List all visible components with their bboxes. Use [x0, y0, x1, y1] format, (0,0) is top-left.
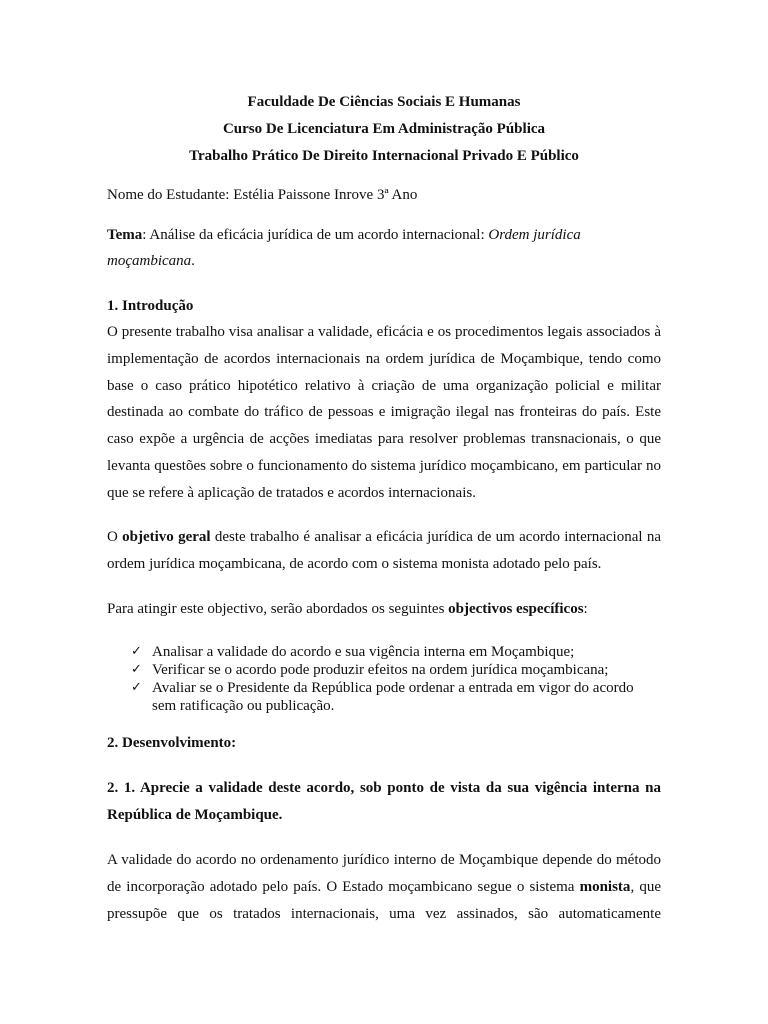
intro-line: levanta questões sobre o funcionamento do sistema jurídico moçambicano, em particular no — [107, 458, 661, 474]
specific-bold: objectivos específicos — [448, 601, 584, 617]
assignment-title: Trabalho Prático De Direito Internacional Privado E Público — [189, 148, 579, 164]
tema-line-2 — [107, 252, 195, 270]
monista-term: monista — [579, 879, 631, 895]
subsection-heading: 2. 1. Aprecie a validade deste acordo, sob ponto de vista da sua vigência interna na — [107, 780, 661, 796]
intro-line: O presente trabalho visa analisar a validade, eficácia e os procedimentos legais associados à — [107, 324, 661, 340]
paragraph-line — [107, 878, 661, 896]
checkmark-icon: ✓ — [131, 662, 142, 677]
bullet-item: Avaliar se o Presidente da República pode ordenar a entrada em vigor do acordo — [152, 680, 634, 696]
intro-line: base o caso prático hipotético relativo à criação de uma organização policial e militar — [107, 378, 661, 394]
paragraph-pre: de incorporação adotado pelo país. O Estado moçambicano segue o sistema — [107, 879, 580, 895]
tema-text: : Análise da eficácia jurídica de um acordo internacional: — [142, 227, 489, 243]
bullet-item: Analisar a validade do acordo e sua vigência interna em Moçambique; — [152, 644, 575, 660]
checkmark-icon: ✓ — [131, 680, 142, 695]
specific-post: : — [583, 601, 588, 617]
intro-line: destinada ao combate do tráfico de pessoas e imigração ilegal nas fronteiras do país. Este — [107, 404, 661, 420]
tema-italic-2: moçambicana — [107, 253, 192, 269]
objective-line-2: ordem jurídica moçambicana, de acordo com o sistema monista adotado pelo país. — [107, 556, 602, 572]
course-title: Curso De Licenciatura Em Administração Pública — [222, 121, 546, 137]
intro-line-last: que se refere à aplicação de tratados e acordos internacionais. — [107, 485, 476, 501]
tema-label: Tema — [107, 227, 143, 243]
objective-post: deste trabalho é analisar a eficácia jurídica de um acordo internacional na — [210, 529, 661, 545]
tema-italic-1: Ordem jurídica — [488, 227, 581, 243]
paragraph-post: , que — [630, 879, 661, 895]
objective-bold: objetivo geral — [122, 529, 211, 545]
specific-pre: Para atingir este objectivo, serão abordados os seguintes — [107, 601, 449, 617]
paragraph-line: A validade do acordo no ordenamento jurídico interno de Moçambique depende do método — [107, 852, 661, 868]
student-name: Nome do Estudante: Estélia Paissone Inrove 3ª Ano — [107, 187, 418, 203]
bullet-item-continuation: sem ratificação ou publicação. — [152, 698, 335, 714]
intro-line: caso expõe a urgência de acções imediatas para resolver problemas transnacionais, o que — [107, 431, 661, 447]
faculty-title: Faculdade De Ciências Sociais E Humanas — [247, 94, 521, 110]
intro-heading: 1. Introdução — [107, 298, 194, 314]
development-heading: 2. Desenvolvimento: — [107, 735, 237, 751]
specific-intro — [107, 600, 588, 618]
intro-line: implementação de acordos internacionais na ordem jurídica de Moçambique, tendo como — [107, 351, 661, 367]
subsection-heading-2: República de Moçambique. — [107, 807, 283, 823]
tema-line — [107, 226, 581, 244]
objective-pre: O — [107, 529, 123, 545]
checkmark-icon: ✓ — [131, 644, 142, 659]
objective-line — [107, 528, 661, 546]
paragraph-line: pressupõe que os tratados internacionais, uma vez assinados, são automaticamente — [107, 906, 661, 922]
bullet-item: Verificar se o acordo pode produzir efeitos na ordem jurídica moçambicana; — [152, 662, 609, 678]
tema-end: . — [191, 253, 195, 269]
